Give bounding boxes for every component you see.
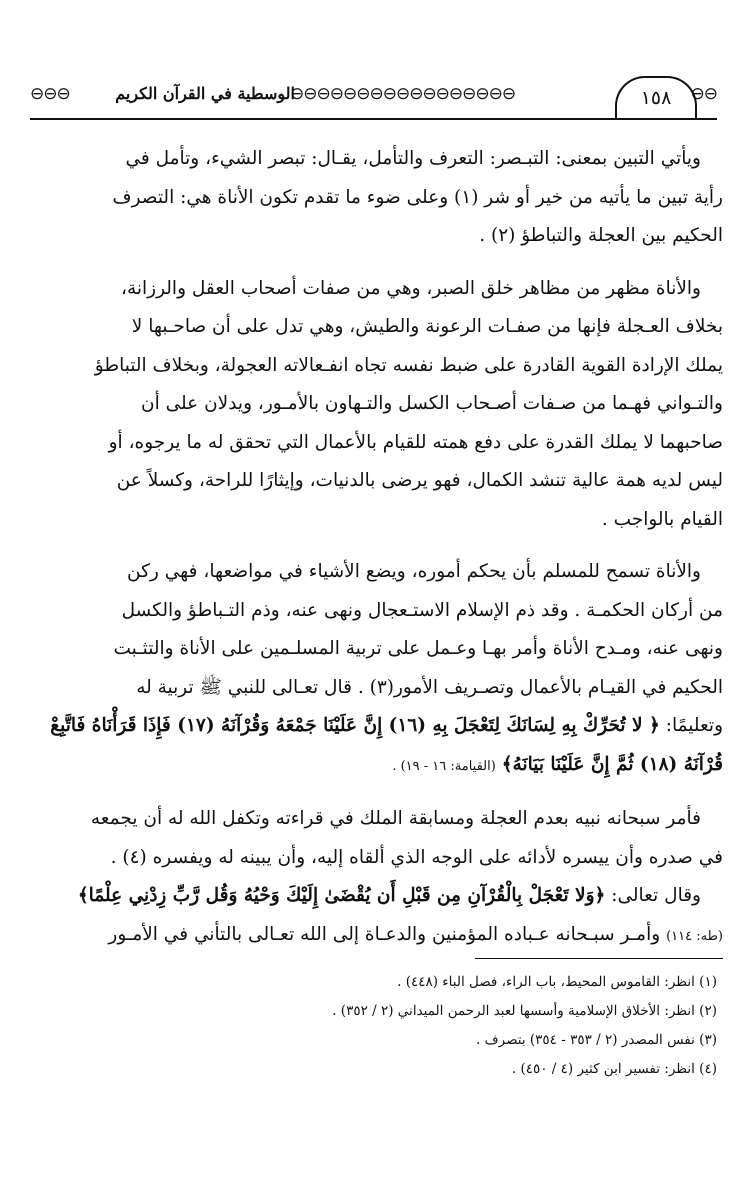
running-title: الوسطية في القرآن الكريم xyxy=(115,84,295,103)
text-line: في صدره وأن ييسره لأدائه على الوجه الذي ألقاه إليه، وأن يبينه له ويفسره (٤) . xyxy=(110,846,723,868)
text-line: رأية تبين ما يأتيه من خير أو شر (١) وعلى ضوء ما تقدم تكون الأناة هي: التصرف xyxy=(112,186,723,208)
paragraph-4 xyxy=(40,800,723,956)
footnote-1: (١) انظر: القاموس المحيط، باب الراء، فصل الباء (٤٤٨) . xyxy=(397,974,717,990)
footnote-4: (٤) انظر: تفسير ابن كثير (٤ / ٤٥٠) . xyxy=(511,1061,717,1077)
text-line: الحكيم في القيـام بالأعمال وتصـريف الأمور(٣) . قال تعـالى للنبي ﷺ تربية له xyxy=(136,676,723,698)
paragraph-2 xyxy=(40,270,723,540)
text-line: بخلاف العـجلة فإنها من صفـات الرعونة والطيش، وهي تدل على أن صاحـبها لا xyxy=(131,316,723,337)
footnotes xyxy=(40,968,723,1084)
text-line: ونهى عنه، ومـدح الأناة وأمر بهـا وعـمل على تربية المسلـمين على الأناة والتثـبت xyxy=(113,638,723,659)
ornament-left: ⊖⊖⊖ xyxy=(30,84,70,104)
verse-reference: (القيامة: ١٦ - ١٩) . xyxy=(392,758,496,774)
quran-verse-end: قُرْآنَهُ (١٨) ثُمَّ إِنَّ عَلَيْنَا بَيَانَهُ﴾ xyxy=(501,753,723,775)
page-header xyxy=(30,78,717,128)
footnote-3: (٣) نفس المصدر (٢ / ٣٥٣ - ٣٥٤) بتصرف . xyxy=(476,1032,717,1048)
text-line: ليس لديه همة عالية تنشد الكمال، فهو يرضى بالدنيات، وإيثارًا للراحة، وكسلاً عن xyxy=(116,470,723,491)
verse-reference: (طه: ١١٤) xyxy=(666,928,723,944)
header-rule xyxy=(30,118,717,120)
text-line: (طه: ١١٤) وأمـر سبـحانه عـباده المؤمنين والدعـاة إلى الله تعـالى بالتأني في الأمـور xyxy=(108,923,723,945)
verse-line xyxy=(40,877,723,916)
footnote-2: (٢) انظر: الأخلاق الإسلامية وأسسها لعبد الرحمن الميداني (٢ / ٣٥٢) . xyxy=(332,1003,717,1019)
ornament-chain: ⊖⊖⊖⊖⊖⊖⊖⊖⊖⊖⊖⊖⊖⊖⊖⊖⊖ xyxy=(290,84,516,104)
verse-intro: وقال تعالى: xyxy=(611,885,701,906)
text-line: من أركان الحكمـة . وقد ذم الإسلام الاستـعجال ونهى عنه، وذم التـباطؤ والكسل xyxy=(121,599,723,621)
text-line: فأمر سبحانه نبيه بعدم العجلة ومسابقة الملك في قراءته وتكفل الله له أن يجمعه xyxy=(90,808,701,829)
text-line: والتـواني فهـما من صـفات أصـحاب الكسل والتـهاون بالأمـور، ويدلان على أن xyxy=(141,393,723,414)
page-number: ١٥٨ xyxy=(615,76,697,118)
paragraph-1 xyxy=(40,140,723,256)
text-line: يملك الإرادة القوية القادرة على ضبط نفسه تجاه انفـعالاته العجولة، وبخلاف التباطؤ xyxy=(94,354,723,376)
footnote-rule xyxy=(475,958,723,959)
body-text xyxy=(40,140,723,970)
text-line: صاحبهما لا يملك القدرة على دفع همته للقيام بالأعمال التي تحقق له ما يرجوه، أو xyxy=(108,431,723,453)
text-line: القيام بالواجب . xyxy=(601,508,723,530)
paragraph-3 xyxy=(40,553,723,786)
verse-line xyxy=(40,707,723,746)
ornament-right: ⊖⊖ xyxy=(690,84,717,104)
quran-verse: ﴿وَلا تَعْجَلْ بِالْقُرْآنِ مِن قَبْلِ أَن يُقْضَىٰ إِلَيْكَ وَحْيُهُ وَقُل رَّبِّ زِدْنِي عِلْمًا﴾ xyxy=(77,885,606,906)
verse-intro: وتعليمًا: xyxy=(665,715,723,736)
quran-verse: ﴿ لا تُحَرِّكْ بِهِ لِسَانَكَ لِتَعْجَلَ بِهِ (١٦) إِنَّ عَلَيْنَا جَمْعَهُ وَقُرْآنَهُ (١٧) فَإِذَا قَرَأْنَاهُ فَاتَّبِعْ xyxy=(50,715,660,736)
text-line: والأناة مظهر من مظاهر خلق الصبر، وهي من صفات أصحاب العقل والرزانة، xyxy=(120,277,701,299)
text-line: والأناة تسمح للمسلم بأن يحكم أموره، ويضع الأشياء في مواضعها، فهي ركن xyxy=(126,561,701,582)
verse-line xyxy=(40,746,723,787)
text-line: الحكيم بين العجلة والتباطؤ (٢) . xyxy=(479,225,723,246)
text-line: ويأتي التبين بمعنى: التبـصر: التعرف والتأمل، يقـال: تبصر الشيء، وتأمل في xyxy=(125,148,701,169)
